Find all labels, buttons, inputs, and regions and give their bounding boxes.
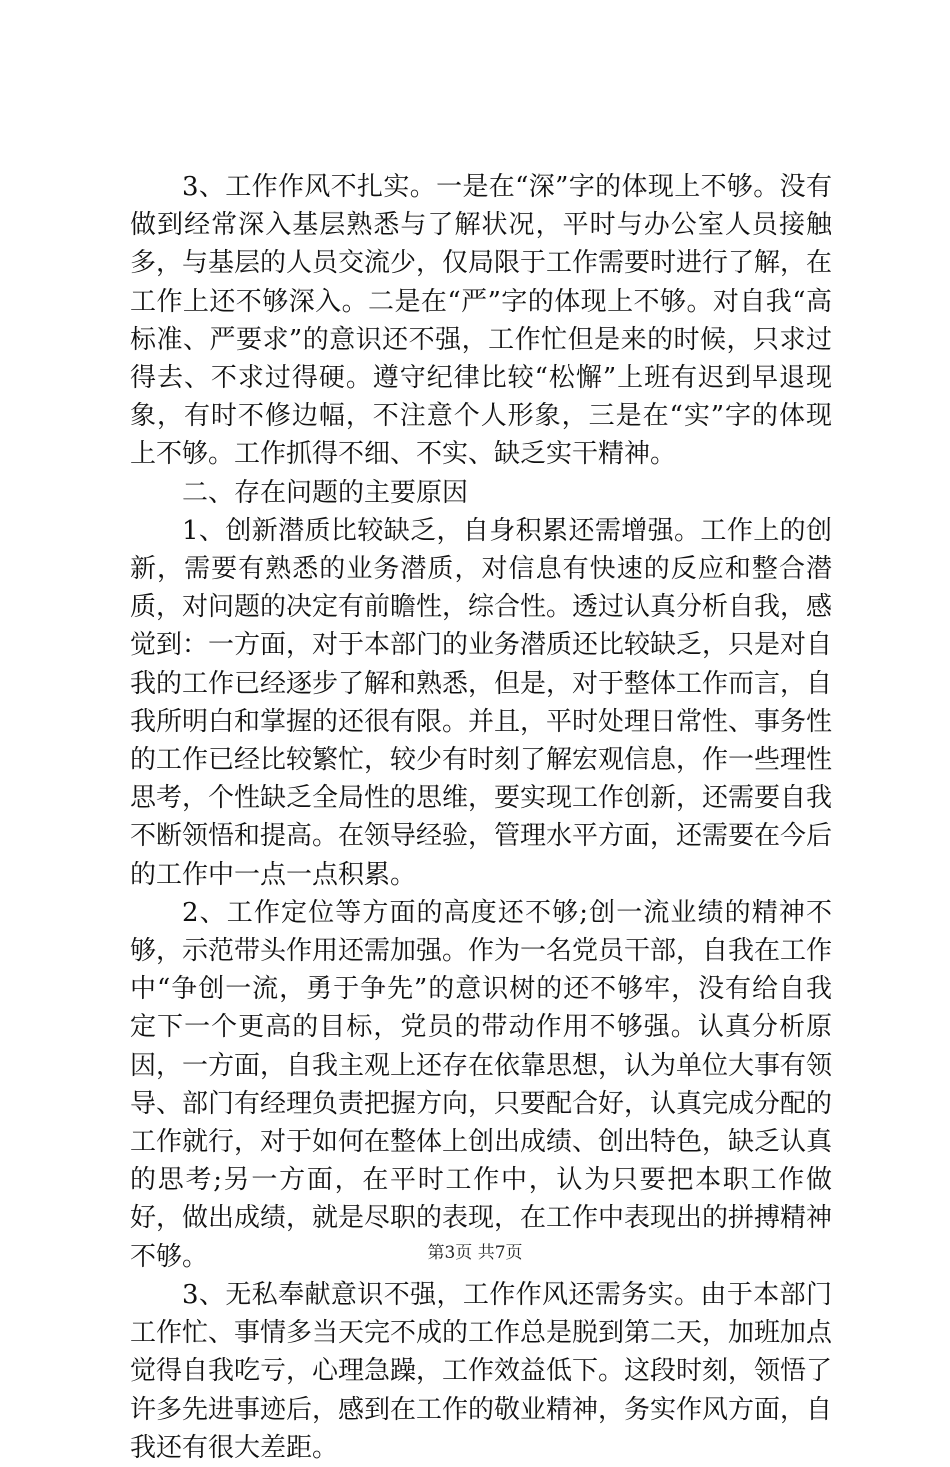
page-number-footer: 第3页 共7页	[427, 1243, 523, 1263]
paragraph-positioning: 2、工作定位等方面的高度还不够;创一流业绩的精神不够，示范带头作用还需加强。作为一名党员干部，自我在工作中“争创一流，勇于争先”的意识树的还不够牢，没有给自我定下一个更高的目标，党员的带动作用不够强。认真分析原因，一方面，自我主观上还存在依靠思想，认为单位大事有领导、部门有经理负责把握方向，只要配合好，认真完成分配的工作就行，对于如何在整体上创出成绩、创出特色，缺乏认真的思考;另一方面，在平时工作中，认为只要把本职工作做好，做出成绩，就是尽职的表现，在工作中表现出的拼搏精神不够。	[130, 897, 833, 1272]
paragraph-work-style: 3、工作作风不扎实。一是在“深”字的体现上不够。没有做到经常深入基层熟悉与了解状况，平时与办公室人员接触多，与基层的人员交流少，仅局限于工作需要时进行了解，在工作上还不够深入。二是在“严”字的体现上不够。对自我“高标准、严要求”的意识还不强，工作忙但是来的时候，只求过得去、不求过得硬。遵守纪律比较“松懈”上班有迟到早退现象，有时不修边幅，不注意个人形象，三是在“实”字的体现上不够。工作抓得不细、不实、缺乏实干精神。	[130, 172, 833, 470]
paragraph-innovation: 1、创新潜质比较缺乏，自身积累还需增强。工作上的创新，需要有熟悉的业务潜质，对信息有快速的反应和整合潜质，对问题的决定有前瞻性，综合性。透过认真分析自我，感觉到：一方面，对于本部门的业务潜质还比较缺乏，只是对自我的工作已经逐步了解和熟悉，但是，对于整体工作而言，自我所明白和掌握的还很有限。并且，平时处理日常性、事务性的工作已经比较繁忙，较少有时刻了解宏观信息，作一些理性思考，个性缺乏全局性的思维，要实现工作创新，还需要自我不断领悟和提高。在领导经验，管理水平方面，还需要在今后的工作中一点一点积累。	[130, 515, 833, 890]
section-heading-main-causes: 二、存在问题的主要原因	[182, 477, 469, 508]
document-body	[130, 168, 832, 1467]
paragraph-dedication: 3、无私奉献意识不强，工作作风还需务实。由于本部门工作忙、事情多当天完不成的工作总是脱到第二天，加班加点觉得自我吃亏，心理急躁，工作效益低下。这段时刻，领悟了许多先进事迹后，感到在工作的敬业精神，务实作风方面，自我还有很大差距。	[130, 1279, 833, 1463]
